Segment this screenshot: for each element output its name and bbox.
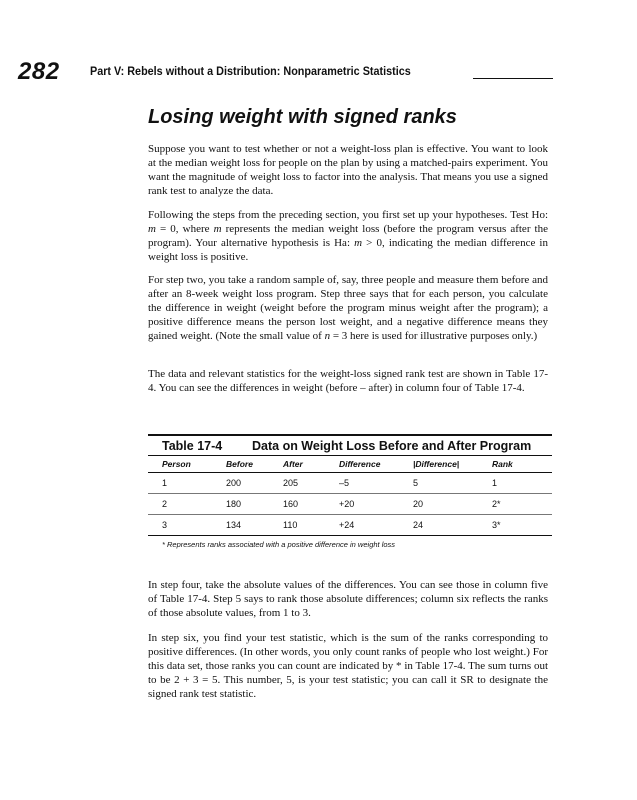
table-header-row — [148, 455, 552, 473]
section-title: Losing weight with signed ranks — [148, 106, 457, 128]
table-cell: 160 — [283, 499, 299, 509]
text-span: For step two, you take a random sample of, say, three people and measure them before and after an 8-week weight loss program. Step three says that for each person, you calculate the difference in weight (weight before the program minus weight after the program); a positive difference means the person lost weight, and a negative difference means they gained weight. (Note the small value of — [148, 274, 548, 343]
table-row — [148, 515, 552, 536]
column-header: Before — [226, 459, 253, 469]
table-cell: –5 — [339, 478, 350, 488]
table-cell: 200 — [226, 478, 242, 488]
table-cell: 110 — [283, 520, 298, 530]
table-cell: 20 — [413, 499, 424, 509]
text-span: = 0, where — [155, 223, 214, 236]
table-caption — [148, 436, 552, 455]
table-cell: +20 — [339, 499, 355, 509]
table-cell: 1 — [162, 478, 168, 488]
paragraph-4 — [148, 367, 548, 395]
page-number: 282 — [18, 58, 60, 85]
table-cell: 1 — [492, 478, 498, 488]
header-rule — [473, 78, 553, 79]
table-row — [148, 494, 552, 515]
table-title: Data on Weight Loss Before and After Program — [252, 438, 532, 453]
median-symbol: m — [354, 237, 363, 250]
paragraph-text: In step four, take the absolute values of the differences. You can see those in column five of Table 17-4. Step 5 says to rank those absolute differences; column six reflects the ranks of those absolute values, from 1 to 3. — [148, 579, 548, 620]
table-footnote: * Represents ranks associated with a positive difference in weight loss — [162, 540, 396, 549]
text-span: = 3 here is used for illustrative purposes only.) — [330, 330, 538, 343]
paragraph-3 — [148, 273, 548, 343]
median-symbol: m — [148, 223, 156, 236]
table-cell: 5 — [413, 478, 419, 488]
paragraph-1 — [148, 142, 548, 198]
column-header: |Difference| — [413, 459, 460, 469]
sample-size-symbol: n — [324, 330, 331, 343]
column-header: Difference — [339, 459, 381, 469]
paragraph-text: The data and relevant statistics for the weight-loss signed rank test are shown in Table 17-4. You can see the differences in weight (before – after) in column four of Table 17-4. — [148, 368, 548, 395]
column-header: Person — [162, 459, 191, 469]
table-cell: 24 — [413, 520, 424, 530]
median-symbol: m — [213, 223, 222, 236]
table-cell: +24 — [339, 520, 355, 530]
part-title: Part V: Rebels without a Distribution: Nonparametric Statistics — [90, 66, 411, 78]
text-span: Following the steps from the preceding section, you first set up your hypotheses. Test Ho: — [148, 209, 548, 221]
column-header: Rank — [492, 459, 513, 469]
paragraph-text: Suppose you want to test whether or not a weight-loss plan is effective. You want to look at the median weight loss for people on the plan by using a matched-pairs experiment. You want the magnitude of weight loss to factor into the analysis. That means you use a signed rank test to analyze the data. — [148, 143, 548, 198]
table-cell: 2* — [492, 499, 501, 509]
paragraph-2 — [148, 208, 548, 264]
paragraph-6 — [148, 631, 548, 701]
table-cell: 2 — [162, 499, 168, 509]
text-span: > 0, indicating the median difference in weight loss is positive. — [148, 237, 548, 264]
column-header: After — [283, 459, 303, 469]
table-cell: 134 — [226, 520, 242, 530]
data-table — [148, 434, 552, 549]
table-cell: 205 — [283, 478, 299, 488]
table-cell: 3 — [162, 520, 168, 530]
table-number: Table 17-4 — [162, 438, 223, 453]
table-cell: 180 — [226, 499, 242, 509]
running-header — [18, 58, 553, 84]
paragraph-5 — [148, 578, 548, 620]
text-span: represents the median weight loss (before the program versus after the program). Your alternative hypothesis is Ha: — [148, 223, 548, 250]
paragraph-text: In step six, you find your test statistic, which is the sum of the ranks corresponding to positive differences. (In other words, you only count ranks of people who lost weight.) For this data set, those ranks you can count are indicated by * in Table 17-4. The sum turns out to be 2 + 3 = 5. This number, 5, is your test statistic; you can call it SR to designate the signed rank test statistic. — [148, 632, 548, 701]
table-row — [148, 473, 552, 494]
table-cell: 3* — [492, 520, 501, 530]
